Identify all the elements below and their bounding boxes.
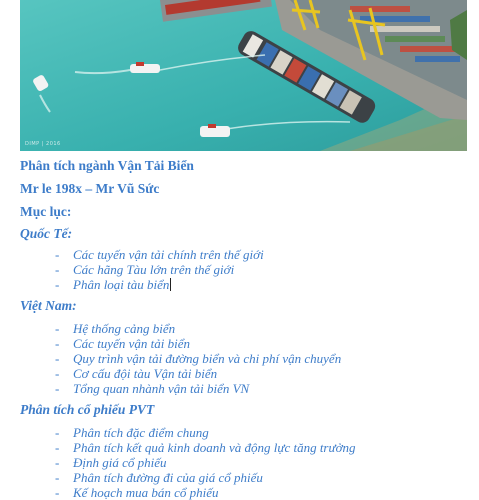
list-item: - Các hãng Tàu lớn trên thế giới <box>55 262 235 277</box>
port-photo <box>20 0 467 151</box>
section-heading-pvt: Phân tích cổ phiếu PVT <box>20 402 155 417</box>
document-authors: Mr le 198x – Mr Vũ Sức <box>20 181 160 196</box>
port-illustration <box>20 0 467 151</box>
text-cursor <box>170 278 171 291</box>
list-item: - Phân tích kết quả kinh doanh và động lực tăng trưởng <box>55 440 356 455</box>
section-list-international <box>55 247 264 292</box>
document-title: Phân tích ngành Vận Tải Biển <box>20 158 194 173</box>
photo-watermark: DIMP | 2016 <box>25 141 61 147</box>
list-item: - Phân tích đặc điểm chung <box>55 425 209 440</box>
section-list-vietnam <box>55 321 341 396</box>
list-item: - Phân tích đường đi của giá cổ phiếu <box>55 470 263 485</box>
section-list-pvt <box>55 425 356 500</box>
list-item: - Hệ thống cảng biển <box>55 321 176 336</box>
list-item: - Cơ cấu đội tàu Vận tải biển <box>55 366 218 381</box>
section-heading-international: Quốc Tế: <box>20 226 73 241</box>
toc-label: Mục lục: <box>20 204 72 219</box>
list-item: - Kế hoạch mua bán cổ phiếu <box>55 485 219 500</box>
list-item: - Định giá cổ phiếu <box>55 455 167 470</box>
list-item: - Tổng quan nhành vận tải biển VN <box>55 381 250 396</box>
list-item: - Các tuyến vận tải biển <box>55 336 190 351</box>
section-heading-vietnam: Việt Nam: <box>20 298 77 313</box>
list-item: - Phân loại tàu biển <box>55 277 170 292</box>
list-item: - Các tuyến vận tải chính trên thế giới <box>55 247 264 262</box>
list-item: - Quy trình vận tải đường biển và chi phí vận chuyển <box>55 351 342 366</box>
